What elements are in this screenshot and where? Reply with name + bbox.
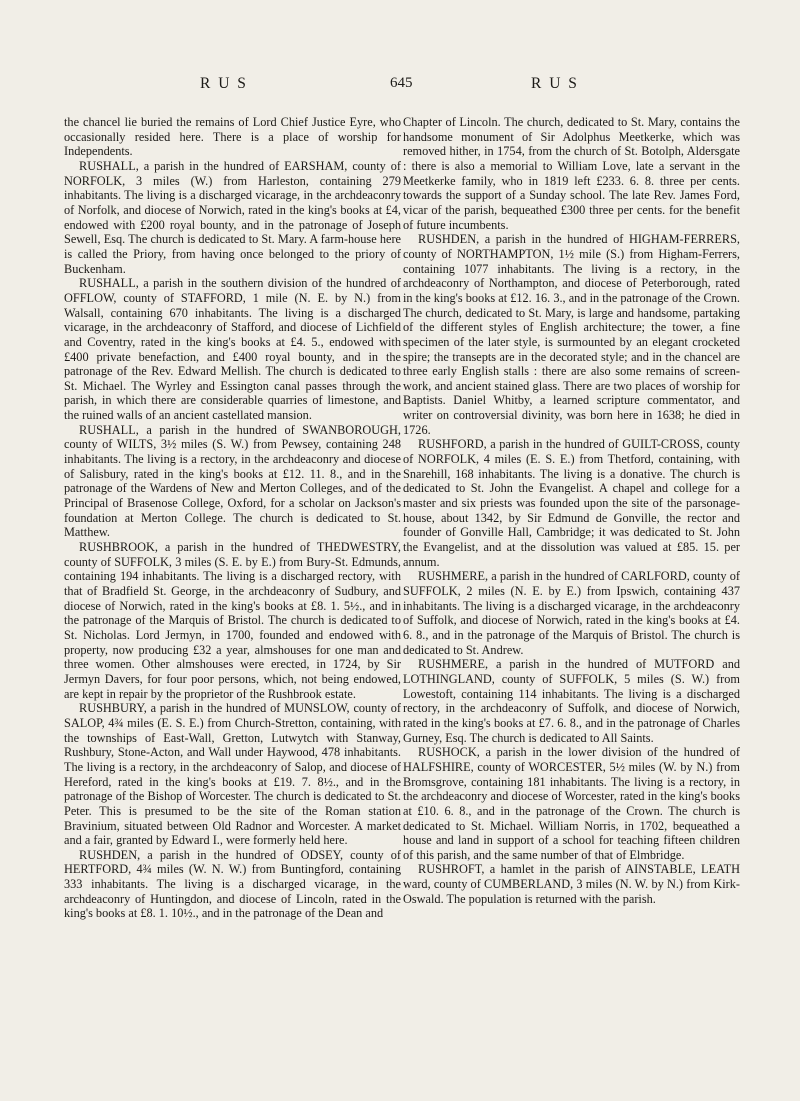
header-left-word: R U S [200,75,248,92]
page-number: 645 [390,75,413,91]
entry-paragraph: RUSHMERE, a parish in the hundred of CARLFORD, county of SUFFOLK, 2 miles (N. E. by E.) from Ipswich, containing 437 inhabitants. The living is a discharged vicarage, in the archdeaconry of Suffolk, and diocese of Norwich, rated in the king's books at £4. 6. 8., and in the patronage of the Marquis of Bristol. The church is dedicated to St. Andrew. [403,569,740,657]
entry-paragraph: RUSHROFT, a hamlet in the parish of AINSTABLE, LEATH ward, county of CUMBERLAND, 3 miles (N. W. by N.) from Kirk-Oswald. The population is returned with the parish. [403,862,740,906]
entry-paragraph: RUSHALL, a parish in the hundred of EARSHAM, county of NORFOLK, 3 miles (W.) from Harleston, containing 279 inhabitants. The living is a discharged vicarage, in the archdeaconry of Norfolk, and diocese of Norwich, rated in the king's books at £4, endowed with £200 royal bounty, and in the patronage of Joseph Sewell, Esq. The church is dedicated to St. Mary. A farm-house here is called the Priory, from having once belonged to the priory of Buckenham. [64,158,401,276]
entry-paragraph: RUSHFORD, a parish in the hundred of GUILT-CROSS, county of NORFOLK, 4 miles (E. S. E.) from Thetford, containing, with Snarehill, 168 inhabitants. The living is a donative. The church is dedicated to St. John the Evangelist. A chapel and college for a master and six priests was founded upon the site of the parsonage-house, about 1342, by Sir Edmund de Gonville, the rector and founder of Gonville Hall, Cambridge; it was dedicated to St. John the Evangelist, and at the dissolution was valued at £85. 15. per annum. [403,437,740,569]
entry-paragraph: RUSHDEN, a parish in the hundred of HIGHAM-FERRERS, county of NORTHAMPTON, 1½ mile (S.) from Higham-Ferrers, containing 1077 inhabitants. The living is a rectory, in the archdeaconry of Northampton, and diocese of Peterborough, rated in the king's books at £12. 16. 3., and in the patronage of the Crown. The church, dedicated to St. Mary, is large and handsome, partaking of the different styles of English architecture; the tower, a fine specimen of the later style, is surmounted by an elegant crocketed spire; the transepts are in the decorated style; and in the chancel are three early English stalls : there are also some remains of screen-work, and ancient stained glass. There are two places of worship for Baptists. Daniel Whitby, a learned scripture commentator, and writer on controversial divinity, was born here in 1638; he died in 1726. [403,232,740,437]
entry-paragraph: the chancel lie buried the remains of Lord Chief Justice Eyre, who occasionally resided here. There is a place of worship for Independents. [64,115,401,159]
right-column [403,115,740,906]
left-column [64,115,401,921]
entry-paragraph: RUSHALL, a parish in the southern division of the hundred of OFFLOW, county of STAFFORD, 1 mile (N. E. by N.) from Walsall, containing 670 inhabitants. The living is a discharged vicarage, in the archdeaconry of Stafford, and diocese of Lichfield and Coventry, rated in the king's books at £4. 5., endowed with £400 private benefaction, and £400 royal bounty, and in the patronage of the Rev. Edward Mellish. The church is dedicated to St. Michael. The Wyrley and Essington canal passes through the parish, in which there are considerable quarries of limestone, and the ruined walls of an ancient castellated mansion. [64,276,401,423]
entry-paragraph: RUSHDEN, a parish in the hundred of ODSEY, county of HERTFORD, 4¾ miles (W. N. W.) from Buntingford, containing 333 inhabitants. The living is a discharged vicarage, in the archdeaconry of Huntingdon, and diocese of Lincoln, rated in the king's books at £8. 1. 10½., and in the patronage of the Dean and [64,847,401,921]
header-right-word: R U S [531,75,579,92]
entry-paragraph: RUSHBROOK, a parish in the hundred of THEDWESTRY, county of SUFFOLK, 3 miles (S. E. by E.) from Bury-St. Edmunds, containing 194 inhabitants. The living is a discharged rectory, with that of Bradfield St. George, in the archdeaconry of Sudbury, and diocese of Norwich, rated in the king's books at £8. 1. 5½., and in the patronage of the Marquis of Bristol. The church is dedicated to St. Nicholas. Lord Jermyn, in 1700, founded and endowed with property, now producing £32 a year, almshouses for one man and three women. Other almshouses were erected, in 1724, by Sir Jermyn Davers, for four poor persons, which, not being endowed, are kept in repair by the proprietor of the Rushbrook estate. [64,540,401,701]
entry-paragraph: Chapter of Lincoln. The church, dedicated to St. Mary, contains the handsome monument of Sir Adolphus Meetkerke, which was removed hither, in 1754, from the church of St. Botolph, Aldersgate : there is also a memorial to William Love, late a servant in the Meetkerke family, who in 1819 left £233. 6. 8. three per cents. towards the support of a Sunday school. The late Rev. James Ford, vicar of the parish, bequeathed £300 three per cents. for the benefit of future incumbents. [403,115,740,232]
entry-paragraph: RUSHALL, a parish in the hundred of SWANBOROUGH, county of WILTS, 3½ miles (S. W.) from Pewsey, containing 248 inhabitants. The living is a rectory, in the archdeaconry and diocese of Salisbury, rated in the king's books at £12. 11. 8., and in the patronage of the Wardens of New and Merton Colleges, and of the Principal of Brasenose College, Oxford, for a scholar on Jackson's foundation at Merton College. The church is dedicated to St. Matthew. [64,422,401,540]
running-header [0,75,800,97]
entry-paragraph: RUSHOCK, a parish in the lower division of the hundred of HALFSHIRE, county of WORCESTER, 5½ miles (W. by N.) from Bromsgrove, containing 181 inhabitants. The living is a rectory, in the archdeaconry and diocese of Worcester, rated in the king's books at £10. 6. 8., and in the patronage of the Crown. The church is dedicated to St. Michael. William Norris, in 1702, bequeathed a house and land in support of a school for teaching fifteen children of this parish, and the same number of that of Elmbridge. [403,745,740,862]
entry-paragraph: RUSHBURY, a parish in the hundred of MUNSLOW, county of SALOP, 4¾ miles (E. S. E.) from Church-Stretton, containing, with the townships of East-Wall, Gretton, Lutwytch with Stanway, Rushbury, Stone-Acton, and Wall under Haywood, 478 inhabitants. The living is a rectory, in the archdeaconry of Salop, and diocese of Hereford, rated in the king's books at £19. 7. 8½., and in the patronage of the Bishop of Worcester. The church is dedicated to St. Peter. This is presumed to be the site of the Roman station Bravinium, situated between Old Radnor and Worcester. A market and a fair, granted by Edward I., were formerly held here. [64,701,401,848]
entry-paragraph: RUSHMERE, a parish in the hundred of MUTFORD and LOTHINGLAND, county of SUFFOLK, 5 miles (S. W.) from Lowestoft, containing 114 inhabitants. The living is a discharged rectory, in the archdeaconry of Suffolk, and diocese of Norwich, rated in the king's books at £7. 6. 8., and in the patronage of Charles Gurney, Esq. The church is dedicated to All Saints. [403,657,740,745]
